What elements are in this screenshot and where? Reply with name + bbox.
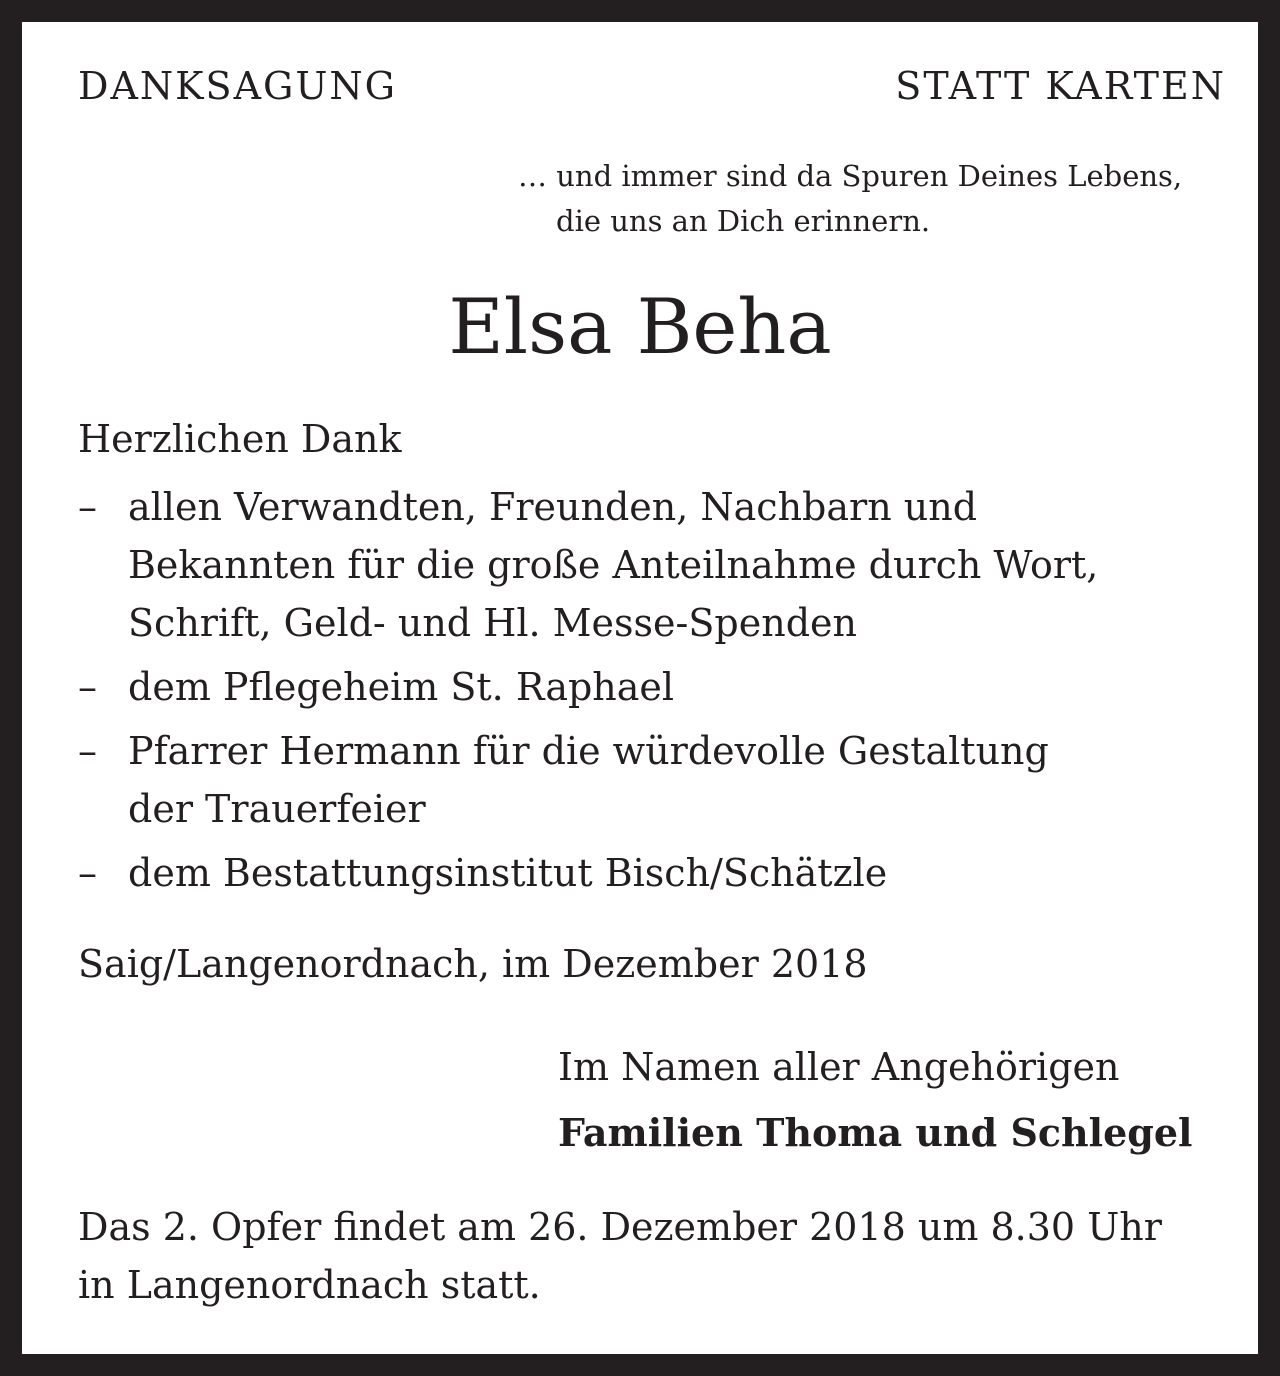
motto-line-1: … und immer sind da Spuren Deines Lebens, xyxy=(518,159,1183,193)
motto-line-2: die uns an Dich erinnern. xyxy=(556,204,931,238)
place-date: Saig/Langenordnach, im Dezember 2018 xyxy=(78,942,868,986)
dash-bullet: – xyxy=(78,851,97,895)
header-statt-karten: STATT KARTEN xyxy=(895,64,1226,108)
header-danksagung: DANKSAGUNG xyxy=(78,64,398,108)
obituary-notice xyxy=(22,22,1258,1354)
dash-bullet: – xyxy=(78,485,97,529)
dash-bullet: – xyxy=(78,729,97,773)
signoff-families: Familien Thoma und Schlegel xyxy=(558,1110,1193,1155)
dash-bullet: – xyxy=(78,665,97,709)
thanks-title: Herzlichen Dank xyxy=(78,417,402,461)
thanks-list xyxy=(78,478,1098,908)
service-notice xyxy=(78,1198,1162,1314)
thanks-item xyxy=(78,658,1098,716)
service-line-1: Das 2. Opfer findet am 26. Dezember 2018 um 8.30 Uhr xyxy=(78,1205,1162,1249)
deceased-name: Elsa Beha xyxy=(448,282,832,371)
thanks-item xyxy=(78,844,1098,902)
thanks-item-line: allen Verwandten, Freunden, Nachbarn und xyxy=(128,485,978,529)
signoff-line: Im Namen aller Angehörigen xyxy=(558,1045,1120,1089)
motto-quote xyxy=(518,154,1182,244)
signoff xyxy=(558,1034,1192,1166)
thanks-item-line: Bekannten für die große Anteilnahme durch Wort, xyxy=(128,543,1099,587)
thanks-item xyxy=(78,722,1098,838)
thanks-item xyxy=(78,478,1098,652)
thanks-item-line: dem Bestattungsinstitut Bisch/Schätzle xyxy=(128,851,888,895)
thanks-item-line: Schrift, Geld- und Hl. Messe-Spenden xyxy=(128,601,857,645)
thanks-item-line: der Trauerfeier xyxy=(128,787,426,831)
service-line-2: in Langenordnach statt. xyxy=(78,1263,541,1307)
thanks-item-line: Pfarrer Hermann für die würdevolle Gestaltung xyxy=(128,729,1049,773)
thanks-item-line: dem Pflegeheim St. Raphael xyxy=(128,665,675,709)
